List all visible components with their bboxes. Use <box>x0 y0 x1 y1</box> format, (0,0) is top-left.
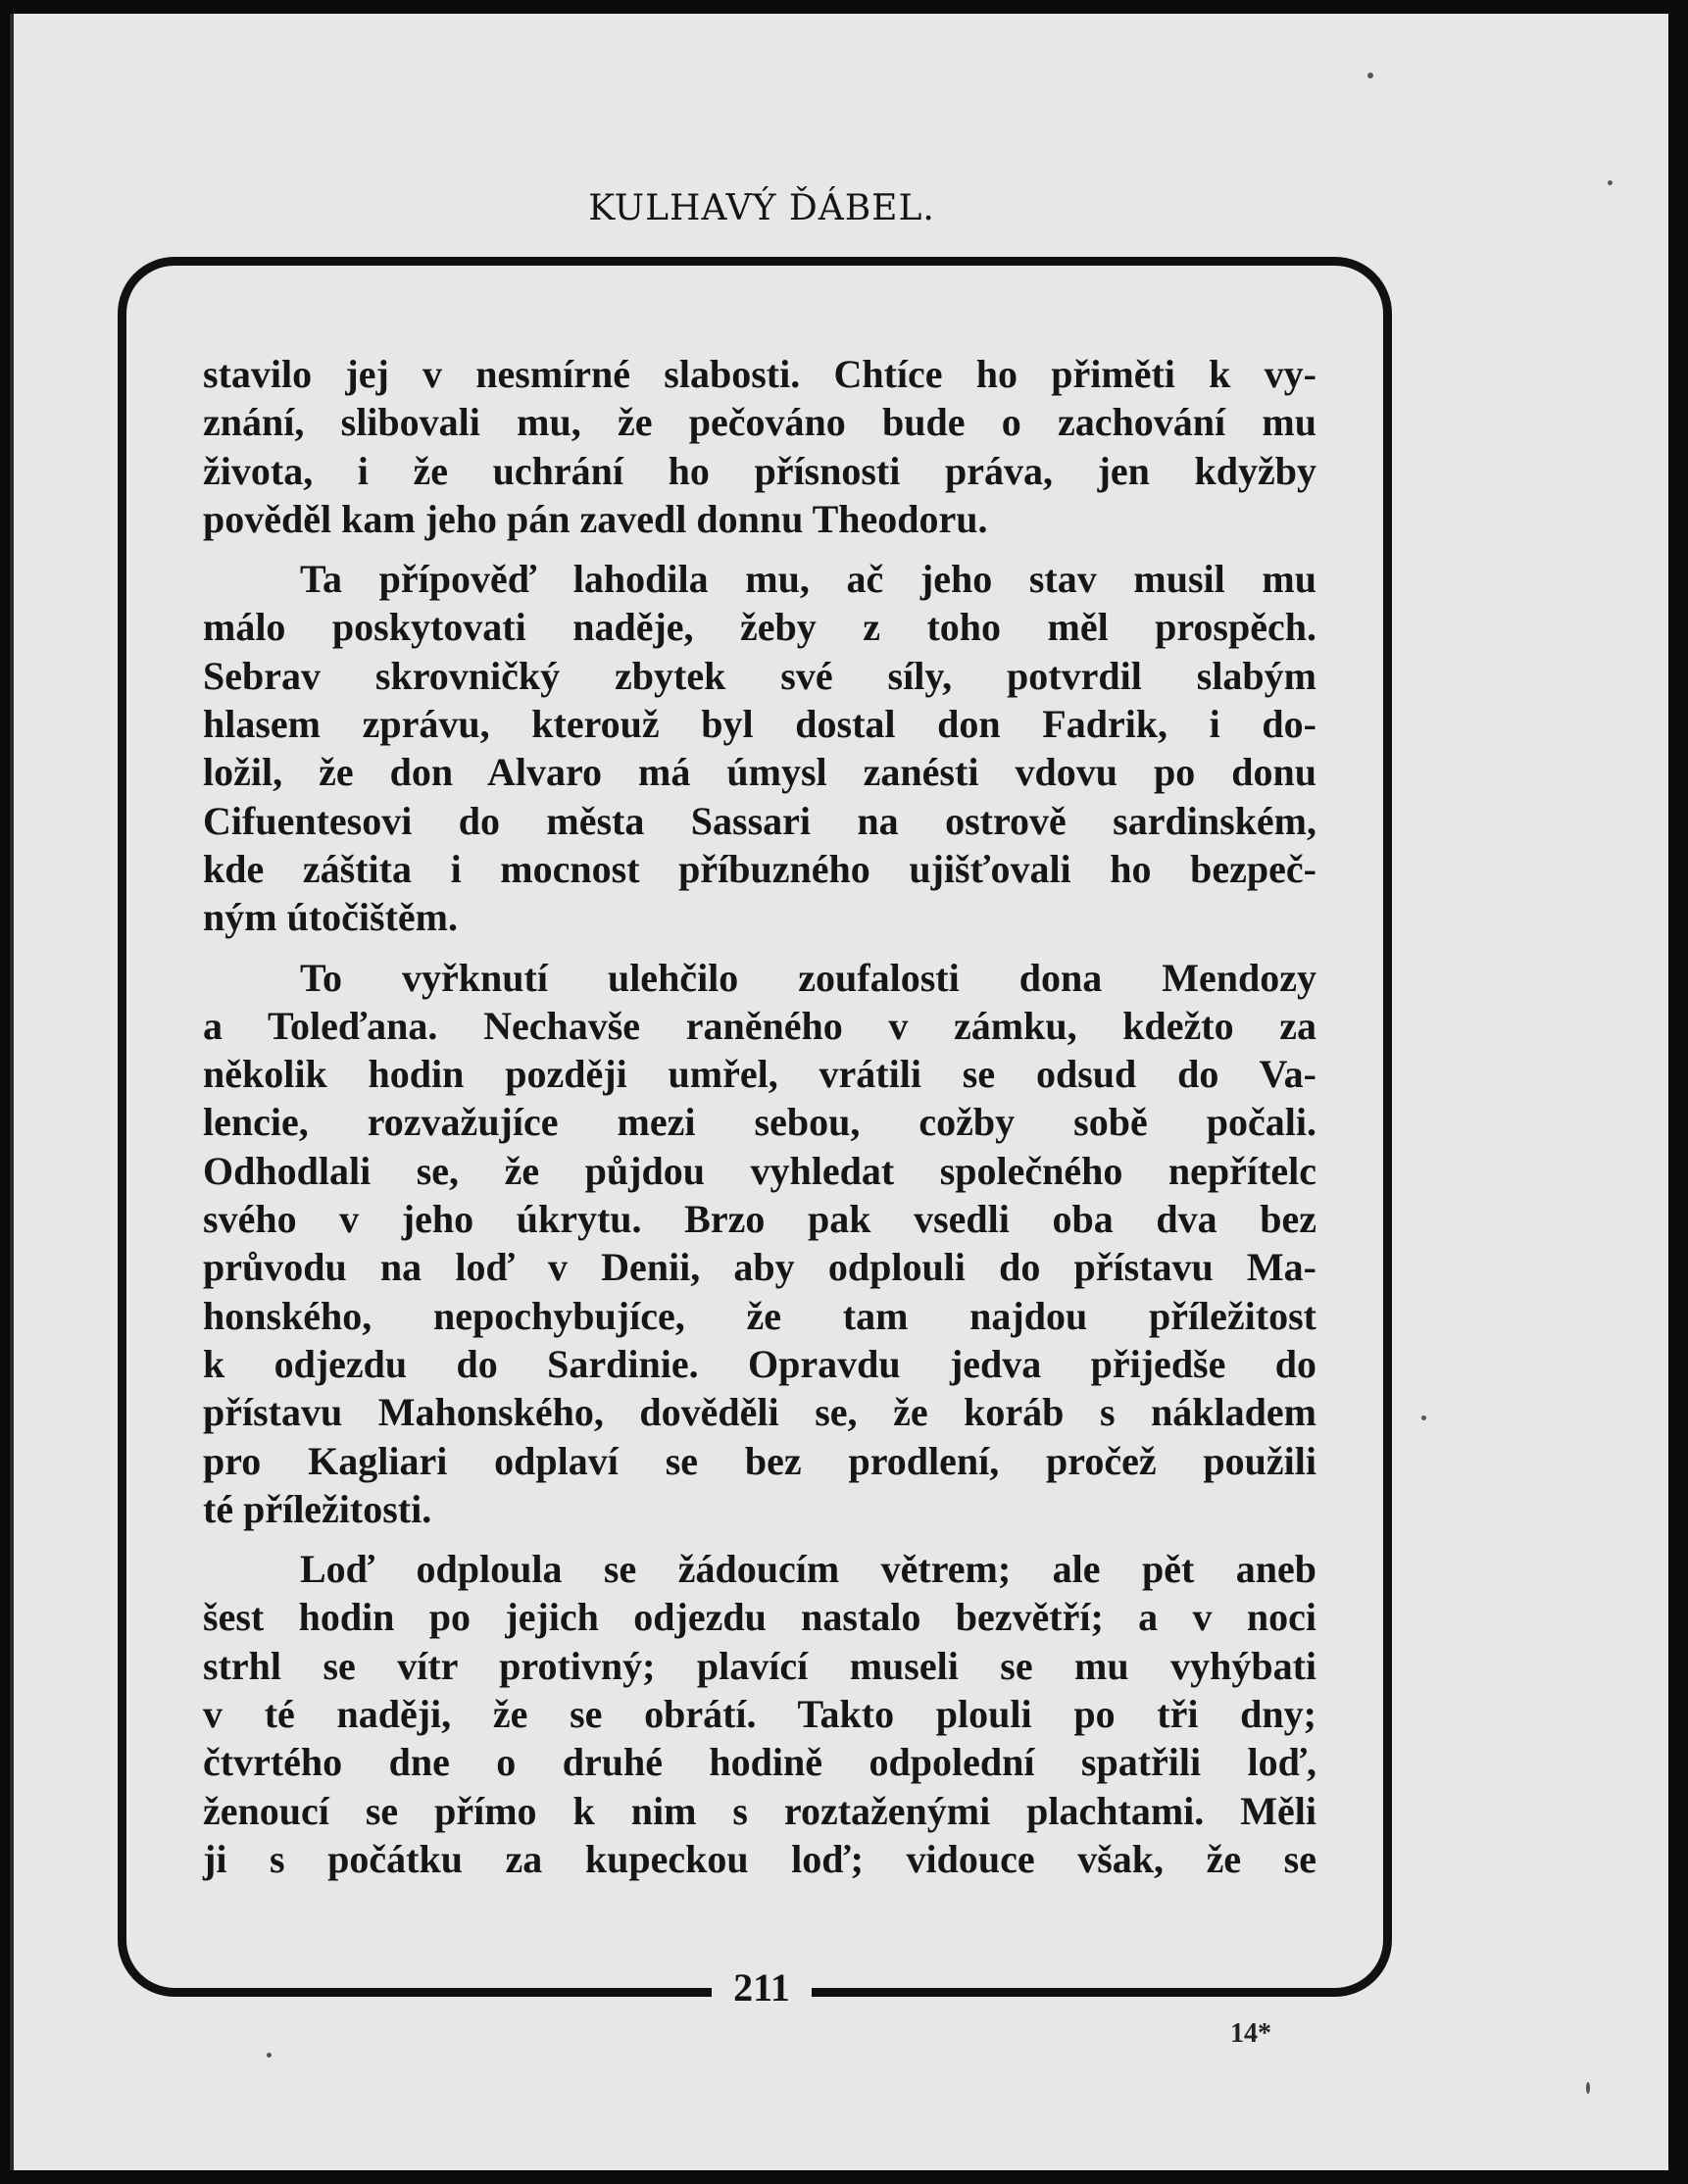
text-line: svého v jeho úkrytu. Brzo pak vsedli oba dva bez <box>203 1197 1316 1242</box>
paper-speck <box>1421 1415 1426 1420</box>
text-line: ji s počátku za kupeckou loď; vidouce však, že se <box>203 1836 1316 1881</box>
text-line: čtvrtého dne o druhé hodině odpolední spatřili loď, <box>203 1740 1316 1785</box>
text-line: ložil, že don Alvaro má úmysl zanésti vdovu po donu <box>203 750 1316 795</box>
binding-edge <box>10 14 14 2170</box>
paragraph <box>203 1545 1316 1883</box>
text-line: a Toleďana. Nechavše raněného v zámku, kdežto za <box>203 1003 1316 1048</box>
text-line: Odhodlali se, že půjdou vyhledat společného nepřítelc <box>203 1148 1316 1193</box>
paragraph <box>203 350 1316 543</box>
page-number <box>10 1964 1514 2010</box>
paper-speck <box>1586 2082 1590 2094</box>
text-line: přístavu Mahonského, dověděli se, že koráb s nákladem <box>203 1390 1316 1435</box>
text-line: Loď odploula se žádoucím větrem; ale pět aneb <box>300 1547 1316 1592</box>
text-line: Ta přípověď lahodila mu, ač jeho stav musil mu <box>300 557 1316 602</box>
page-number-text: 211 <box>712 1964 812 2010</box>
text-line: ženoucí se přímo k nim s roztaženými plachtami. Měli <box>203 1788 1316 1833</box>
running-head: KULHAVÝ ĎÁBEL. <box>588 188 935 228</box>
signature-mark: 14* <box>1230 2018 1271 2049</box>
body-text <box>203 350 1316 1883</box>
text-line: Cifuentesovi do města Sassari na ostrově sardinském, <box>203 798 1316 843</box>
text-line: té příležitosti. <box>203 1486 432 1531</box>
text-line: průvodu na loď v Denii, aby odplouli do přístavu Ma- <box>203 1245 1316 1290</box>
text-line: v té naději, že se obrátí. Takto plouli po tři dny; <box>203 1692 1316 1737</box>
text-line: k odjezdu do Sardinie. Opravdu jedva přijedše do <box>203 1341 1316 1386</box>
text-line: Sebrav skrovničký zbytek své síly, potvrdil slabým <box>203 653 1316 698</box>
text-line: honského, nepochybujíce, že tam najdou příležitost <box>203 1293 1316 1338</box>
text-line: málo poskytovati naděje, žeby z toho měl prospěch. <box>203 605 1316 650</box>
paragraph <box>203 555 1316 941</box>
text-line: To vyřknutí ulehčilo zoufalosti dona Mendozy <box>300 955 1316 1000</box>
text-line: ným útočištěm. <box>203 895 458 940</box>
text-line: stavilo jej v nesmírné slabosti. Chtíce ho přiměti k vy- <box>203 352 1316 396</box>
text-line: strhl se vítr protivný; plavící museli se mu vyhýbati <box>203 1643 1316 1688</box>
book-page <box>10 14 1668 2170</box>
paper-speck <box>1367 73 1373 78</box>
text-line: několik hodin později umřel, vrátili se odsud do Va- <box>203 1052 1316 1097</box>
text-line: hlasem zprávu, kterouž byl dostal don Fadrik, i do- <box>203 702 1316 747</box>
text-line: lencie, rozvažujíce mezi sebou, cožby sobě počali. <box>203 1100 1316 1145</box>
text-line: pro Kagliari odplaví se bez prodlení, pročež použili <box>203 1438 1316 1483</box>
text-line: kde záštita i mocnost příbuzného ujišťovali ho bezpeč- <box>203 846 1316 891</box>
paragraph <box>203 954 1316 1534</box>
text-line: znání, slibovali mu, že pečováno bude o zachování mu <box>203 400 1316 445</box>
text-line: šest hodin po jejich odjezdu nastalo bezvětří; a v noci <box>203 1595 1316 1640</box>
text-line: života, i že uchrání ho přísnosti práva, jen kdyžby <box>203 448 1316 493</box>
paper-speck <box>1608 180 1613 185</box>
paper-speck <box>267 2053 272 2058</box>
text-line: pověděl kam jeho pán zavedl donnu Theodoru. <box>203 496 988 541</box>
